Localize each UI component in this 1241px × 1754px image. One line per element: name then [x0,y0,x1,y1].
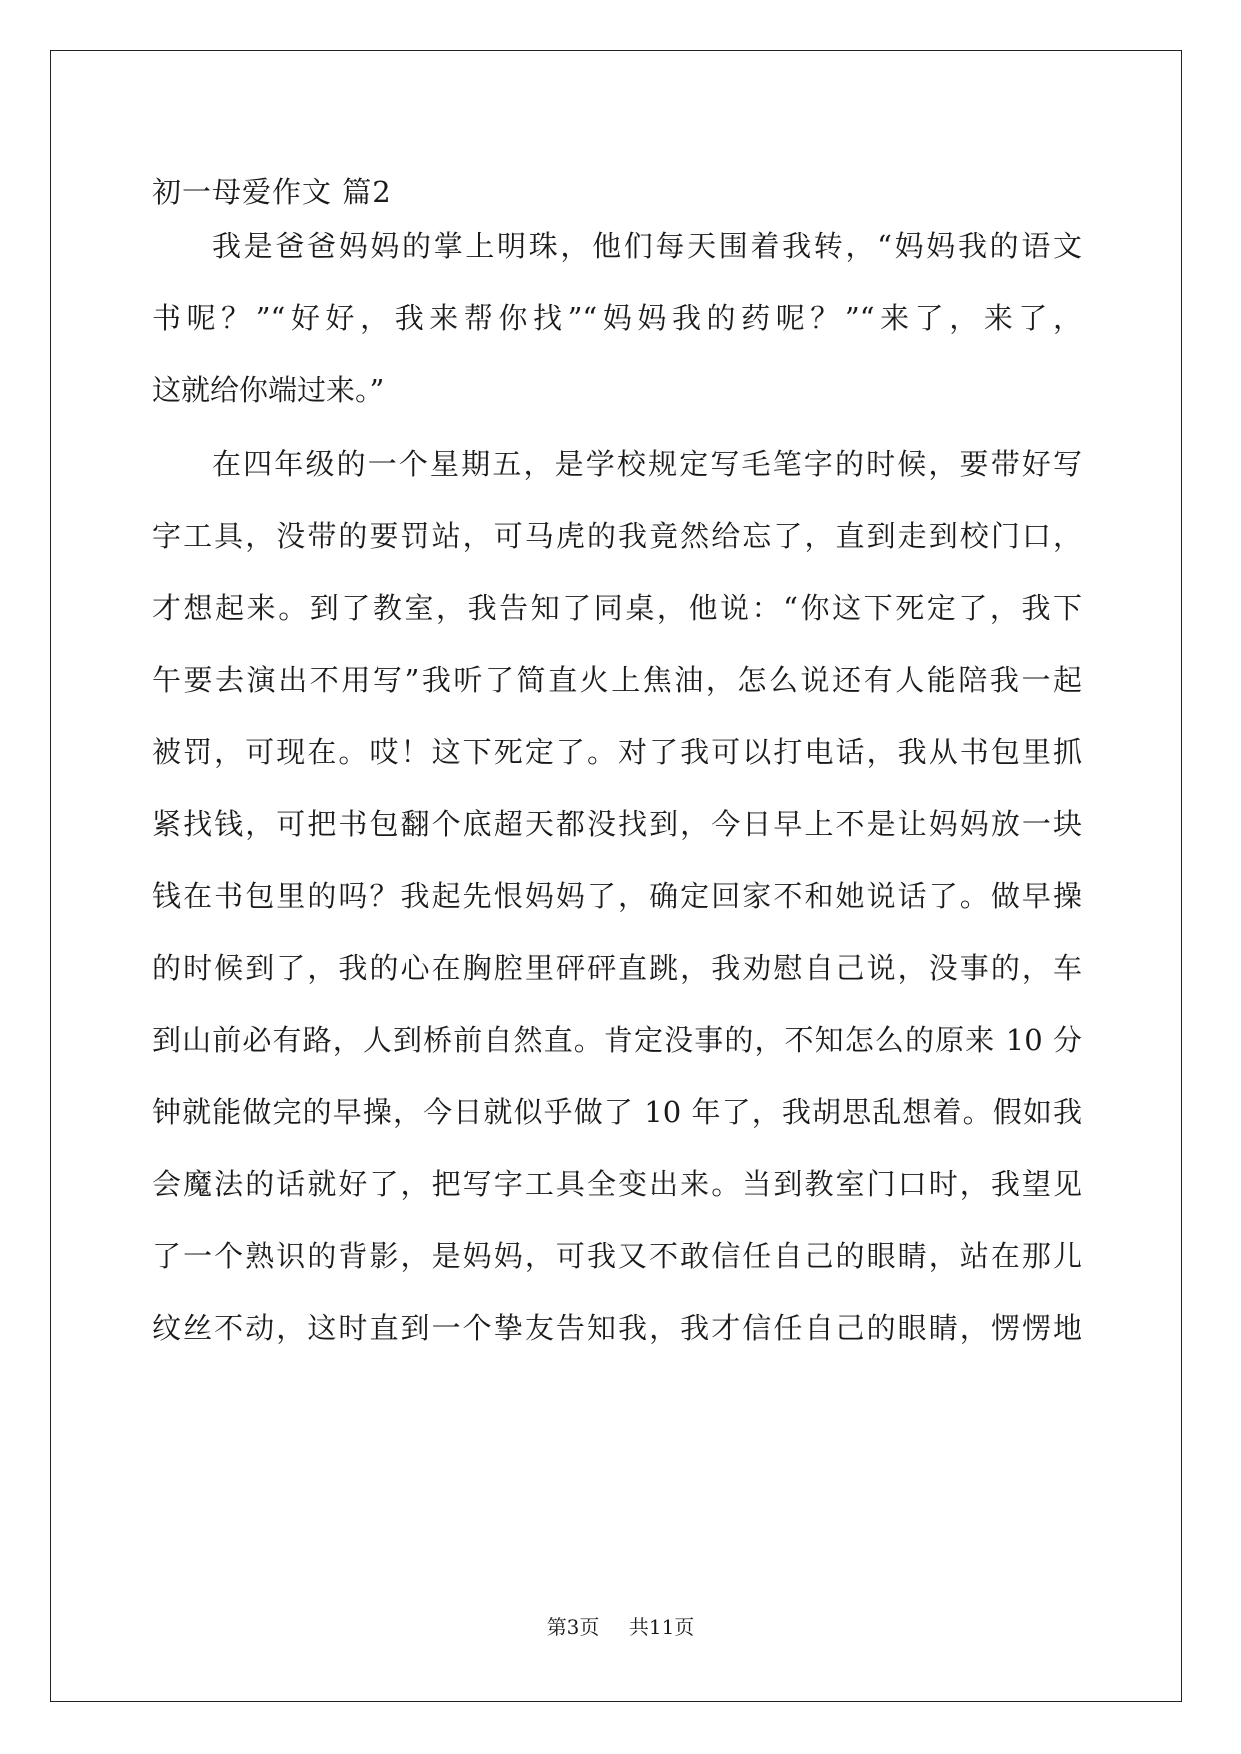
page-footer [0,1613,1241,1641]
paragraph-2-line-5: 被罚，可现在。哎！这下死定了。对了我可以打电话，我从书包里抓 [152,735,1082,769]
paragraph-2-line-6: 紧找钱，可把书包翻个底超天都没找到，今日早上不是让妈妈放一块 [152,807,1082,841]
page-total: 共11页 [628,1615,695,1639]
document-title: 初一母爱作文 篇2 [152,175,392,209]
paragraph-2-line-9: 到山前必有路，人到桥前自然直。肯定没事的，不知怎么的原来 10 分 [152,1023,1082,1057]
paragraph-2-line-4: 午要去演出不用写”我听了简直火上焦油，怎么说还有人能陪我一起 [152,663,1082,697]
paragraph-2-line-11: 会魔法的话就好了，把写字工具全变出来。当到教室门口时，我望见 [152,1167,1082,1201]
paragraph-1-line-2: 书呢？”“好好，我来帮你找”“妈妈我的药呢？”“来了，来了， [152,301,1082,335]
paragraph-2-line-3: 才想起来。到了教室，我告知了同桌，他说：“你这下死定了，我下 [152,591,1082,625]
paragraph-1-line-1: 我是爸爸妈妈的掌上明珠，他们每天围着我转，“妈妈我的语文 [212,229,1082,263]
paragraph-1-line-3: 这就给你端过来。” [152,373,385,407]
paragraph-2-line-12: 了一个熟识的背影，是妈妈，可我又不敢信任自己的眼睛，站在那儿 [152,1239,1082,1273]
paragraph-2-line-1: 在四年级的一个星期五，是学校规定写毛笔字的时候，要带好写 [212,447,1082,481]
paragraph-2-line-8: 的时候到了，我的心在胸腔里砰砰直跳，我劝慰自己说，没事的，车 [152,951,1082,985]
page-number: 第3页 [546,1615,600,1639]
paragraph-2-line-13: 纹丝不动，这时直到一个挚友告知我，我才信任自己的眼睛，愣愣地 [152,1311,1082,1345]
paragraph-2-line-10: 钟就能做完的早操，今日就似乎做了 10 年了，我胡思乱想着。假如我 [152,1095,1082,1129]
paragraph-2-line-2: 字工具，没带的要罚站，可马虎的我竟然给忘了，直到走到校门口， [152,519,1082,553]
paragraph-2-line-7: 钱在书包里的吗？我起先恨妈妈了，确定回家不和她说话了。做早操 [152,879,1082,913]
